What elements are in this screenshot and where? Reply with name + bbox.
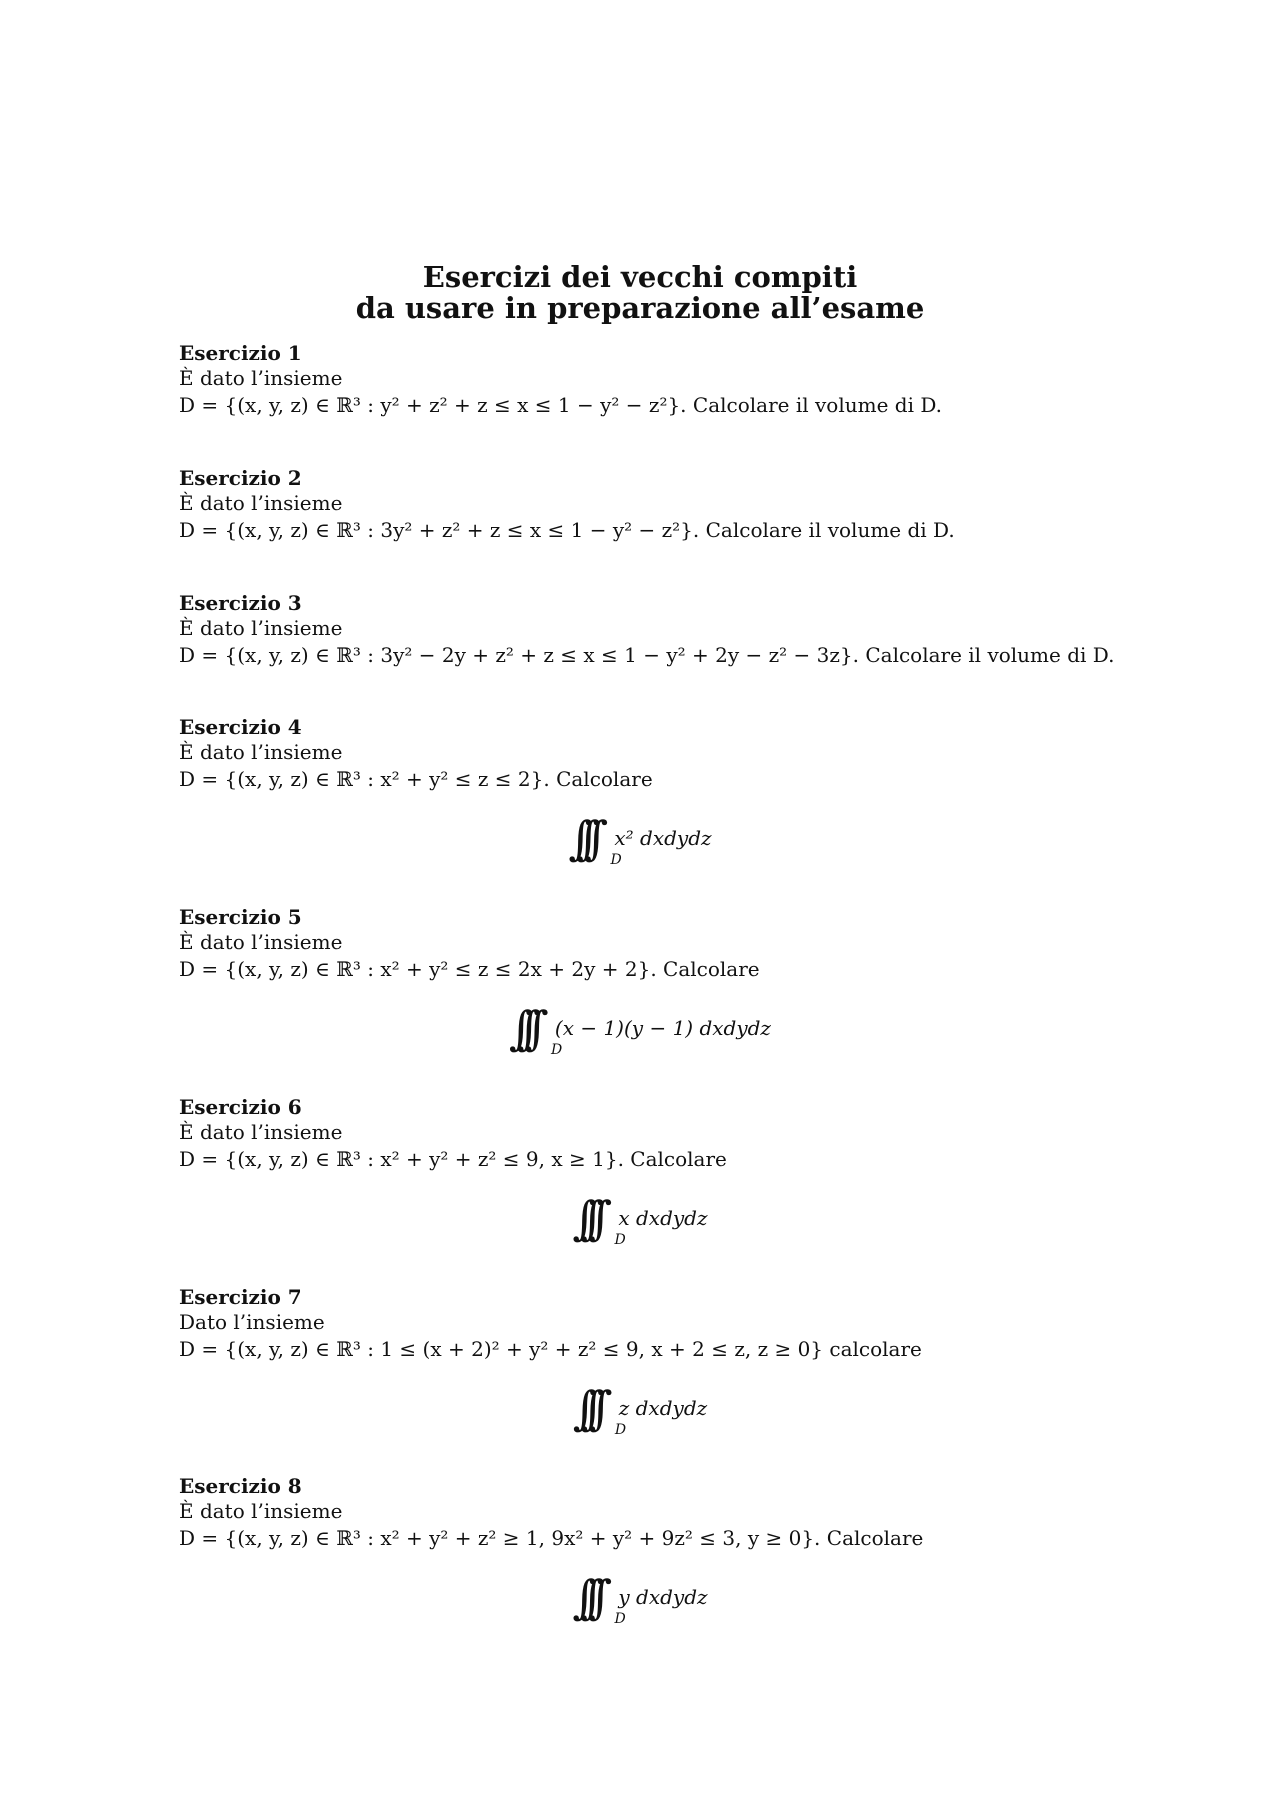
exercise-heading: Esercizio 2 <box>179 466 302 490</box>
exercise-heading: Esercizio 3 <box>179 591 302 615</box>
exercise-statement: D = {(x, y, z) ∈ ℝ³ : 1 ≤ (x + 2)² + y² + z² ≤ 9, x + 2 ≤ z, z ≥ 0} calcolare <box>179 1337 922 1361</box>
integral-sign: ∫∫∫ <box>572 1381 597 1435</box>
exercise-intro: È dato l’insieme <box>179 1120 343 1144</box>
exercise-1 <box>179 341 1179 419</box>
integral-sign: ∫∫∫ <box>568 811 593 865</box>
exercise-intro: È dato l’insieme <box>179 491 343 515</box>
exercise-heading: Esercizio 5 <box>179 905 302 929</box>
exercise-intro: È dato l’insieme <box>179 1499 343 1523</box>
exercise-statement: D = {(x, y, z) ∈ ℝ³ : 3y² + z² + z ≤ x ≤ 1 − y² − z²}. Calcolare il volume di D. <box>179 518 955 542</box>
integral-sign: ∫∫∫ <box>572 1191 597 1245</box>
exercise-5 <box>179 905 1179 1095</box>
title-line-1: Esercizi dei vecchi compiti <box>422 260 858 294</box>
exercise-intro: È dato l’insieme <box>179 930 343 954</box>
exercise-heading: Esercizio 6 <box>179 1095 302 1119</box>
exercise-statement: D = {(x, y, z) ∈ ℝ³ : x² + y² ≤ z ≤ 2x + 2y + 2}. Calcolare <box>179 957 760 981</box>
triple-integral <box>179 1567 1101 1627</box>
exercise-intro: È dato l’insieme <box>179 740 343 764</box>
exercise-2 <box>179 466 1179 544</box>
exercise-intro: Dato l’insieme <box>179 1310 325 1334</box>
triple-integral <box>179 1188 1101 1248</box>
title-line-2: da usare in preparazione all’esame <box>355 291 925 325</box>
exercise-4 <box>179 715 1179 905</box>
integrand: (x − 1)(y − 1) dxdydz <box>554 1016 771 1040</box>
exercise-statement: D = {(x, y, z) ∈ ℝ³ : 3y² − 2y + z² + z ≤ x ≤ 1 − y² + 2y − z² − 3z}. Calcolare il volume di D. <box>179 643 1115 667</box>
integral-domain: D <box>551 1042 563 1058</box>
exercise-heading: Esercizio 7 <box>179 1285 302 1309</box>
integral-domain: D <box>614 1232 626 1248</box>
document-title <box>0 262 1280 324</box>
exercise-intro: È dato l’insieme <box>179 616 343 640</box>
integral-domain: D <box>610 852 622 868</box>
integrand: y dxdydz <box>618 1585 708 1609</box>
integral-sign: ∫∫∫ <box>572 1570 597 1624</box>
exercise-intro: È dato l’insieme <box>179 366 343 390</box>
exercise-8 <box>179 1474 1179 1664</box>
triple-integral <box>179 998 1101 1058</box>
exercise-heading: Esercizio 4 <box>179 715 302 739</box>
integrand: x² dxdydz <box>614 826 712 850</box>
integral-domain: D <box>614 1422 627 1438</box>
exercise-heading: Esercizio 8 <box>179 1474 302 1498</box>
exercise-7 <box>179 1285 1179 1475</box>
exercise-heading: Esercizio 1 <box>179 341 302 365</box>
integral-sign: ∫∫∫ <box>509 1001 533 1055</box>
exercise-statement: D = {(x, y, z) ∈ ℝ³ : x² + y² ≤ z ≤ 2}. Calcolare <box>179 767 653 791</box>
integrand: z dxdydz <box>618 1396 708 1420</box>
exercise-statement: D = {(x, y, z) ∈ ℝ³ : x² + y² + z² ≥ 1, 9x² + y² + 9z² ≤ 3, y ≥ 0}. Calcolare <box>179 1526 924 1550</box>
integral-domain: D <box>614 1611 626 1627</box>
triple-integral <box>179 1378 1101 1438</box>
exercise-3 <box>179 591 1179 669</box>
exercise-statement: D = {(x, y, z) ∈ ℝ³ : x² + y² + z² ≤ 9, x ≥ 1}. Calcolare <box>179 1147 727 1171</box>
integrand: x dxdydz <box>618 1206 708 1230</box>
triple-integral <box>179 808 1101 868</box>
exercise-statement: D = {(x, y, z) ∈ ℝ³ : y² + z² + z ≤ x ≤ 1 − y² − z²}. Calcolare il volume di D. <box>179 393 942 417</box>
exercise-6 <box>179 1095 1179 1285</box>
